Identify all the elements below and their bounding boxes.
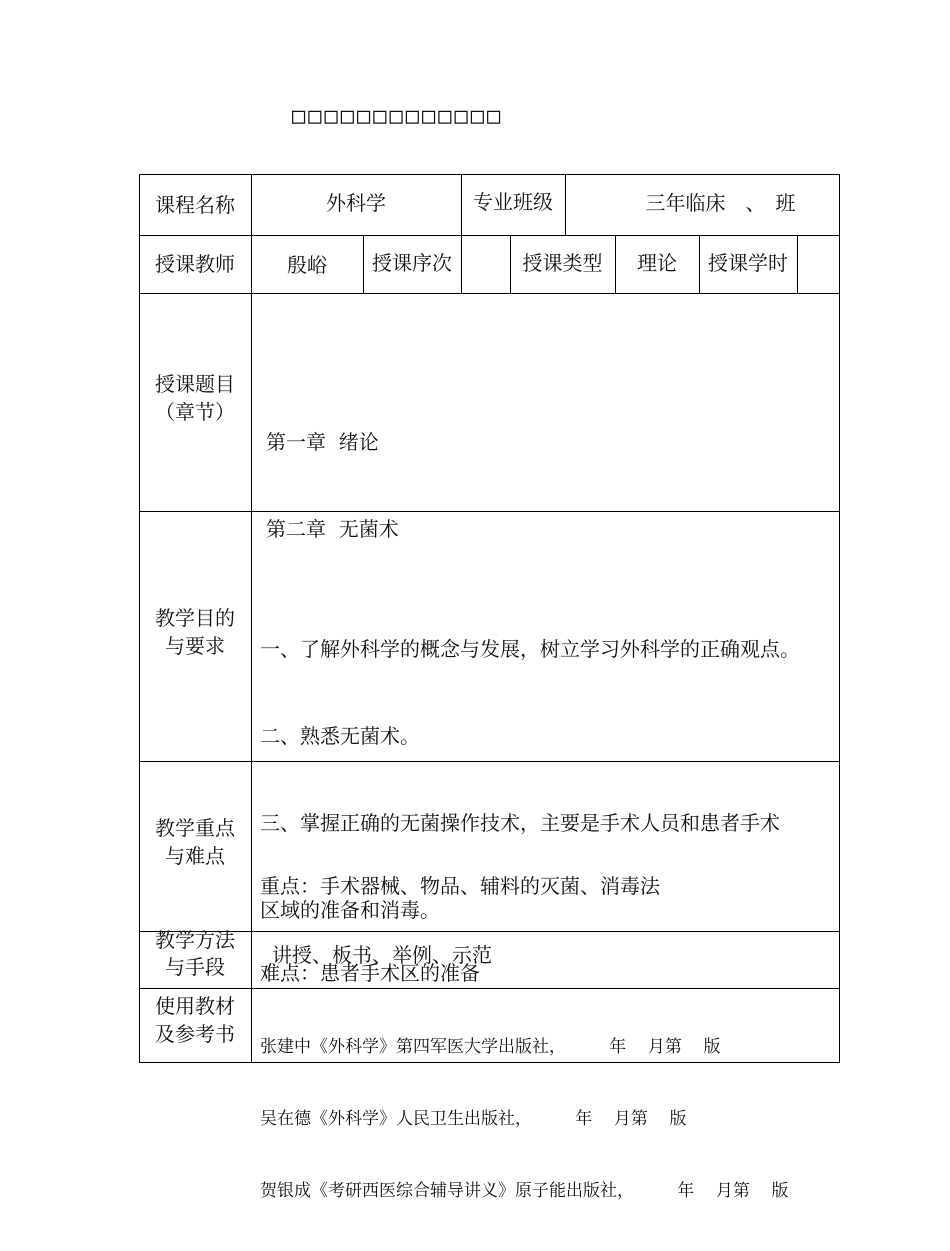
lesson-order-label: 授课序次 <box>372 251 452 275</box>
objectives-line: 区域的准备和消毒。 <box>260 898 440 922</box>
methods-value: 讲授、板书、举例、示范 <box>272 943 492 967</box>
major-class-value: 三年临床 、 班 <box>645 191 796 215</box>
topic-label-line1: 授课题目 <box>155 372 235 396</box>
key-points-line: 重点：手术器械、物品、辅料的灭菌、消毒法 <box>260 874 660 898</box>
textbooks-label <box>139 992 251 1048</box>
course-name-value: 外科学 <box>326 191 386 215</box>
textbook-line: 贺银成《考研西医综合辅导讲义》原子能出版社， 年 月第 版 <box>260 1181 789 1201</box>
lesson-hours-label: 授课学时 <box>708 251 788 275</box>
textbooks-label-line2: 及参考书 <box>155 1022 235 1046</box>
methods-label-line1: 教学方法 <box>155 928 235 952</box>
objectives-label <box>139 604 251 660</box>
methods-label-line2: 与手段 <box>165 955 225 979</box>
key-points-label-line2: 与难点 <box>165 844 225 868</box>
major-class-label: 专业班级 <box>473 189 553 214</box>
course-name-label: 课程名称 <box>155 192 235 217</box>
objectives-label-line2: 与要求 <box>165 634 225 658</box>
lesson-hours-value <box>797 235 840 291</box>
key-points-label-line1: 教学重点 <box>155 816 235 840</box>
textbook-line: 吴在德《外科学》人民卫生出版社， 年 月第 版 <box>260 1109 687 1129</box>
topic-line: 第一章 绪论 <box>266 430 379 454</box>
key-points-line: 难点：患者手术区的准备 <box>260 961 480 985</box>
teacher-value: 殷峪 <box>287 252 327 277</box>
lesson-type-value: 理论 <box>637 250 677 275</box>
topic-content <box>266 370 399 602</box>
objectives-line: 三、掌握正确的无菌操作技术，主要是手术人员和患者手术 <box>260 811 780 835</box>
key-points-label <box>139 814 251 870</box>
objectives-line: 一、了解外科学的概念与发展，树立学习外科学的正确观点。 <box>260 637 800 661</box>
topic-label <box>139 370 251 426</box>
textbooks-content <box>260 987 788 1251</box>
textbooks-label-line1: 使用教材 <box>155 994 235 1018</box>
textbook-line: 张建中《外科学》第四军医大学出版社， 年 月第 版 <box>260 1037 721 1057</box>
objectives-label-line1: 教学目的 <box>155 606 235 630</box>
lesson-order-value <box>461 235 510 291</box>
topic-label-line2: （章节） <box>155 400 235 424</box>
teacher-label: 授课教师 <box>155 252 235 276</box>
lesson-type-label: 授课类型 <box>522 251 603 275</box>
methods-label <box>139 927 251 981</box>
document-title: □□□□□□□□□□□□□ <box>292 104 504 129</box>
lesson-plan-table <box>139 174 840 1201</box>
topic-line: 第二章 无菌术 <box>266 517 399 541</box>
objectives-line: 二、熟悉无菌术。 <box>260 724 420 748</box>
